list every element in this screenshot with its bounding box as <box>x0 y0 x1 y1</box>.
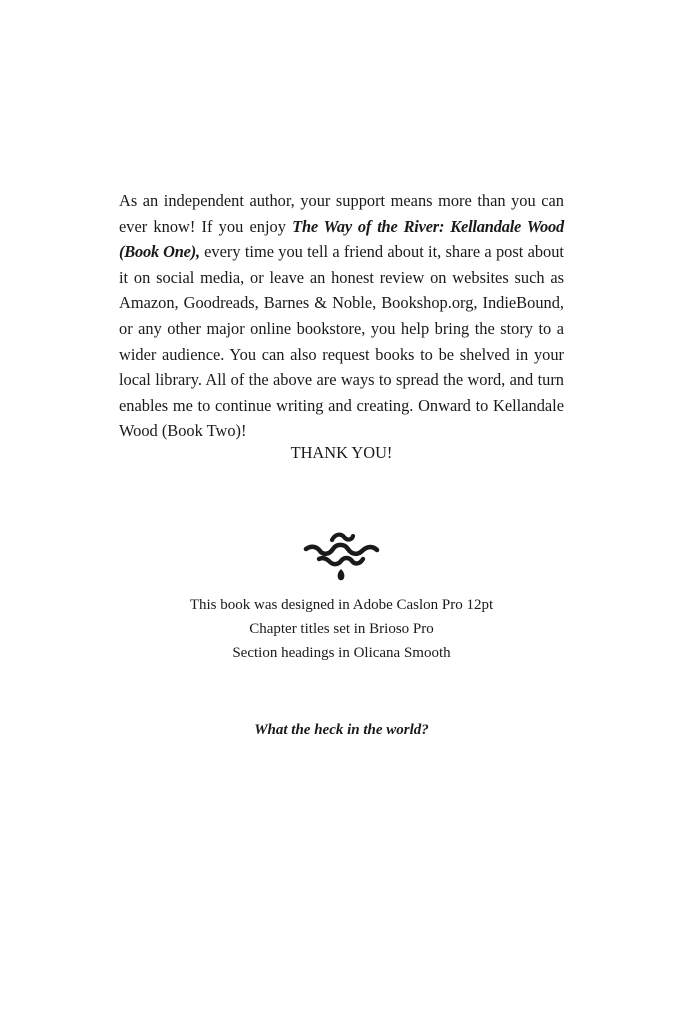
colophon-line-chapter-font: Chapter titles set in Brioso Pro <box>249 621 434 637</box>
thank-you-line: THANK YOU! <box>290 443 393 462</box>
author-appeal-paragraph <box>119 188 564 444</box>
appeal-rest: every time you tell a friend about it, share a post about it on social media, or leave an honest review on websites such as Amazon, Goodreads, Barnes & Noble, Bookshop.org, IndieBound, or any other major online bookstore, you help bring the story to a wider audience. You can also request books to be shelved in your local library. All of the above are ways to spread the word, and turn enables me to continue writing and creating. Onward to Kellandale Wood (Book Two)! <box>119 242 564 441</box>
colophon-line-body-font: This book was designed in Adobe Caslon Pro 12pt <box>189 597 494 613</box>
colophon-line-section-font: Section headings in Olicana Smooth <box>232 645 451 661</box>
appeal-intro: As an independent author, your support means more than you can ever know! If you enjoy <box>119 191 564 236</box>
book-title: The Way of the River: Kellandale Wood (Book One), <box>119 216 564 262</box>
colophon <box>119 593 564 665</box>
wave-ornament-icon <box>302 531 380 583</box>
closing-line: What the heck in the world? <box>254 722 429 738</box>
